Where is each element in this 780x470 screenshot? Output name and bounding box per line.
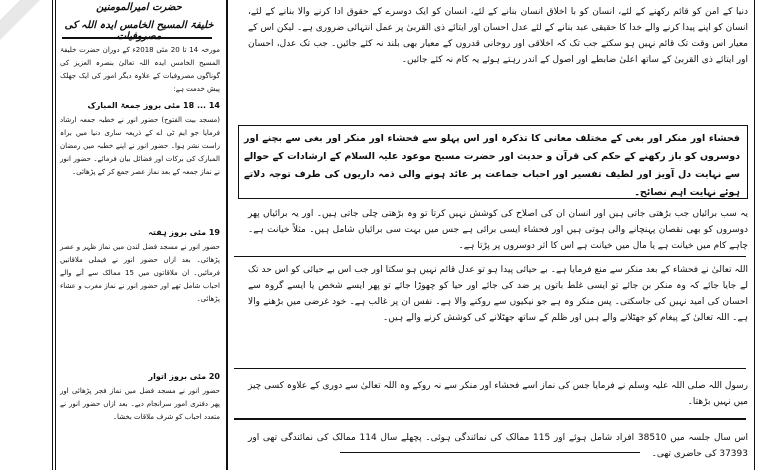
- right-border-line: [754, 0, 755, 470]
- sidebar-section1-heading: 14 ... 18 مئی بروز جمعۃ المبارک: [87, 101, 220, 110]
- divider-1: [234, 256, 746, 257]
- sidebar-title-line2: خلیفۃ المسیح الخامس ایدہ اللہ کی: [64, 20, 214, 31]
- corner-crop-mark-icon: [0, 0, 40, 40]
- sidebar-section1-text: (مسجد بیت الفتوح) حضور انور نے خطبہ جمعہ ارشاد فرمایا جو ایم ٹی اے کے ذریعہ ساری دنیا میں براہ راست نشر ہوا۔ حضور انور نے اپنے خطبہ میں رمضان المبارک کی برکات اور فضائل بیان فرمائے۔ حضور انور نے نماز جمعہ کے بعد نماز عصر جمع کر کے پڑھائی۔: [60, 116, 220, 176]
- divider-3: [234, 418, 746, 420]
- main-paragraph-2: یہ سب برائیاں جب بڑھتی جاتی ہیں اور انسان ان کی اصلاح کی کوشش نہیں کرتا تو وہ بڑھتی چلی جاتی ہیں۔ اور یہ برائیاں پھر دوسروں کو بھی نقصان پہنچانے والی ہوتی ہیں اور فحشاء ایسی برائی ہے جس میں بہت سی برائیاں شامل ہیں۔ مثلاً خیانت ہے۔ چاہے کام میں خیانت ہے یا مال میں خیانت ہے اس کا اثر دوسروں پر پڑتا ہے۔: [248, 209, 748, 251]
- left-margin-strip: [0, 0, 52, 470]
- sidebar-intro: مورخہ 14 تا 20 مئی 2018ء کے دوران حضرت خلیفۃ المسیح الخامس ایدہ اللہ تعالیٰ بنصرہ العزیز کی گوناگوں مصروفیات کے علاوہ دیگر امور کی ایک جھلک پیش خدمت ہے:: [60, 46, 220, 93]
- main-paragraph-3: اللہ تعالیٰ نے فحشاء کے بعد منکر سے منع فرمایا ہے۔ بے حیائی پیدا ہو تو عدل قائم نہیں ہو سکتا اور جب اس بے حیائی کو اس حد تک لے جایا جائے کہ وہ منکر بن جائے تو ایسی غلط باتوں پر ضد کی جائے اور حیا کو چھوڑا جائے تو پھر ایسے شخص یا ایسے گروہ سے احسان کی امید نہیں کی جاسکتی۔ پس منکر وہ ہے جو نیکیوں سے روکنے والا ہے۔ نفس ان پر غالب ہے۔ خود غرضی میں بڑھنے والا ہے۔ اللہ تعالیٰ کے پیغام کو جھٹلانے والے ہیں اور ظلم کے ساتھ جھٹلانے کی کوشش کرنے والے ہیں۔: [248, 265, 748, 323]
- sidebar-section2-heading: 19 مئی بروز ہفتہ: [148, 228, 220, 237]
- divider-2: [234, 368, 746, 369]
- underline-stats: [340, 452, 640, 453]
- main-paragraph-4: رسول اللہ صلی اللہ علیہ وسلم نے فرمایا جس کی نماز اسے فحشاء اور منکر سے نہ روکے وہ اللہ تعالیٰ سے دوری کے علاوہ کسی چیز میں نہیں بڑھتا۔: [248, 381, 748, 407]
- sidebar-section2-text: حضور انور نے مسجد فضل لندن میں نماز ظہر و عصر پڑھائی۔ بعد ازاں حضور انور نے فیملی ملاقاتیں فرمائیں۔ ان ملاقاتوں میں 15 ممالک سے آنے والے احباب شامل تھے اور حضور انور نے نماز مغرب و عشاء پڑھائی۔: [60, 243, 221, 303]
- left-border-line: [52, 0, 53, 470]
- sidebar-section3-heading: 20 مئی بروز اتوار: [148, 372, 220, 381]
- main-paragraph-1: دنیا کے امن کو قائم رکھنے کے لئے، انسان کو با اخلاق انسان بنانے کے لئے، انسان کو ایک دوسرے کے حقوق ادا کرنے والا بنانے کے لئے، انسان کو اپنے پیدا کرنے والے خدا کا حقیقی عبد بنانے کے لئے عدل احسان اور ایتائے ذی القربیٰ پر عمل انتہائی ضروری ہے۔ لیکن اس کے معیار اس وقت تک قائم نہیں ہو سکتے جب تک کہ اخلاقی اور روحانی قدروں کے معیار بھی بلند نہ کئے جائیں۔ جب تک عدل، احسان اور ایتائے ذی القربیٰ کے ساتھ اعلیٰ ضابطے اور اصول کے اندر رہتے ہوئے یہ کام نہ کئے جائیں۔: [248, 7, 748, 65]
- sidebar-title-underline: [62, 37, 212, 39]
- sidebar-title-line1: حضرت امیرالمومنین: [96, 2, 182, 13]
- highlight-box-text: فحشاء اور منکر اور بغی کے مختلف معانی کا تذکرہ اور اس پہلو سے فحشاء اور منکر اور بغی سے بچنے اور دوسروں کو باز رکھنے کے حکم کی قرآن و حدیث اور حضرت مسیح موعود علیہ السلام کے ارشادات کے حوالے سے نہایت دل آویز اور لطیف تفسیر اور احباب جماعت پر عائد ہونے والی ذمہ داریوں کی طرف توجہ دلاتے ہوئے نہایت اہم نصائح۔: [244, 133, 740, 198]
- main-paragraph-5: اس سال جلسہ میں 38510 افراد شامل ہوئے اور 115 ممالک کی نمائندگی ہوئی۔ پچھلے سال 114 ممالک کی نمائندگی تھی اور 37393 کی حاضری تھی۔: [248, 433, 748, 459]
- sidebar-section3-text: حضور انور نے مسجد فضل میں نماز فجر پڑھائی اور پھر دفتری امور سرانجام دیے۔ بعد ازاں حضور انور نے متعدد احباب کو شرف ملاقات بخشا۔: [60, 387, 220, 421]
- column-separator: [226, 0, 228, 470]
